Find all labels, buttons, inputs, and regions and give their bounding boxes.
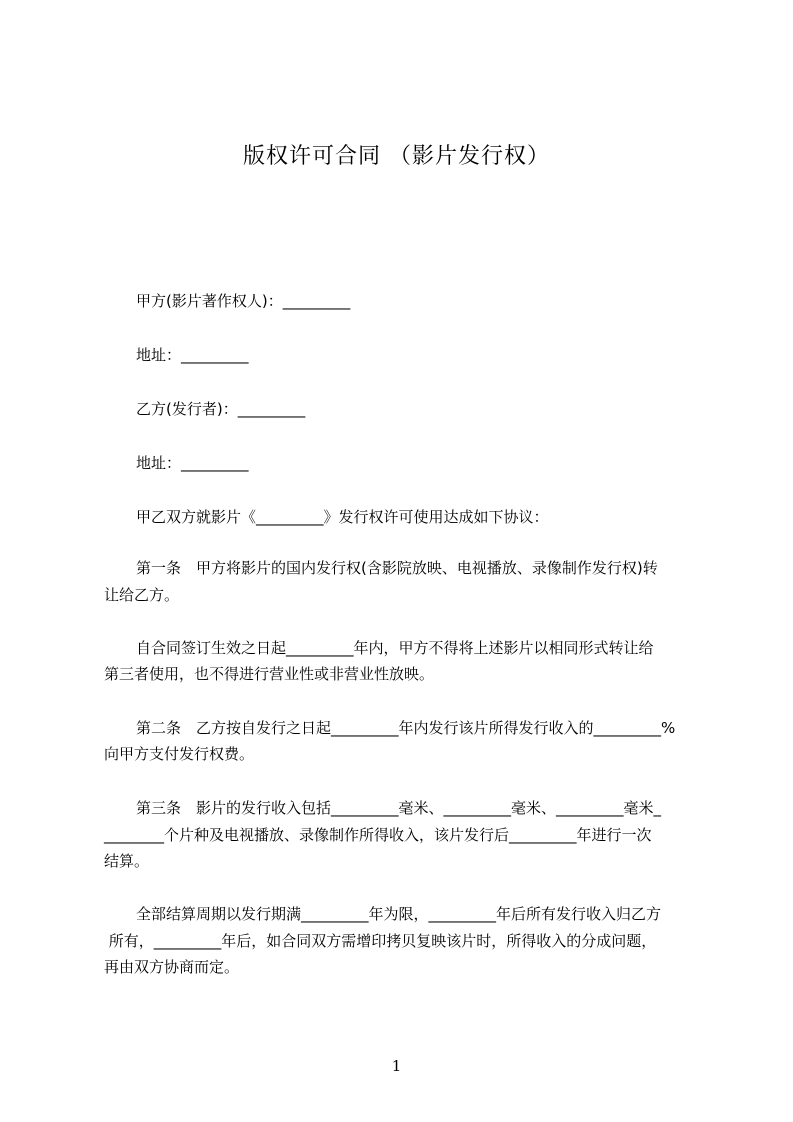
- clause-1-line-2: 第三者使用，也不得进行营业性或非营业性放映。: [104, 665, 435, 683]
- party-a-address-line: 地址：_________: [136, 346, 249, 364]
- agreement-intro-line: 甲乙双方就影片《_________》发行权许可使用达成如下协议：: [136, 508, 549, 526]
- page-number: 1: [391, 1057, 402, 1075]
- article-1-line-1: 第一条 甲方将影片的国内发行权(含影院放映、电视播放、录像制作发行权)转: [136, 559, 658, 577]
- party-b-line: 乙方(发行者)：_________: [136, 400, 306, 418]
- article-2-line-1: 第二条 乙方按自发行之日起_________年内发行该片所得发行收入的_________%: [136, 719, 676, 737]
- clause-1-line-1: 自合同签订生效之日起_________年内，甲方不得将上述影片以相同形式转让给: [136, 639, 654, 657]
- party-b-address-line: 地址：_________: [136, 454, 249, 472]
- settlement-line-3: 再由双方协商而定。: [104, 958, 240, 976]
- settlement-line-2: 所有，_________年后，如合同双方需增印拷贝复映该片时，所得收入的分成问题，: [104, 932, 657, 950]
- article-2-line-2: 向甲方支付发行权费。: [104, 745, 255, 763]
- document-title: 版权许可合同 （影片发行权）: [243, 144, 550, 169]
- party-a-line: 甲方(影片著作权人)：_________: [136, 292, 351, 310]
- article-3-line-1: 第三条 影片的发行收入包括_________毫米、_________毫米、_________毫米_: [136, 799, 662, 817]
- settlement-line-1: 全部结算周期以发行期满_________年为限，_________年后所有发行收入归乙方: [136, 905, 662, 923]
- article-1-line-2: 让给乙方。: [104, 586, 180, 604]
- article-3-line-2: ________个片种及电视播放、录像制作所得收入，该片发行后_________年进行一次: [104, 826, 652, 844]
- article-3-line-3: 结算。: [104, 852, 150, 870]
